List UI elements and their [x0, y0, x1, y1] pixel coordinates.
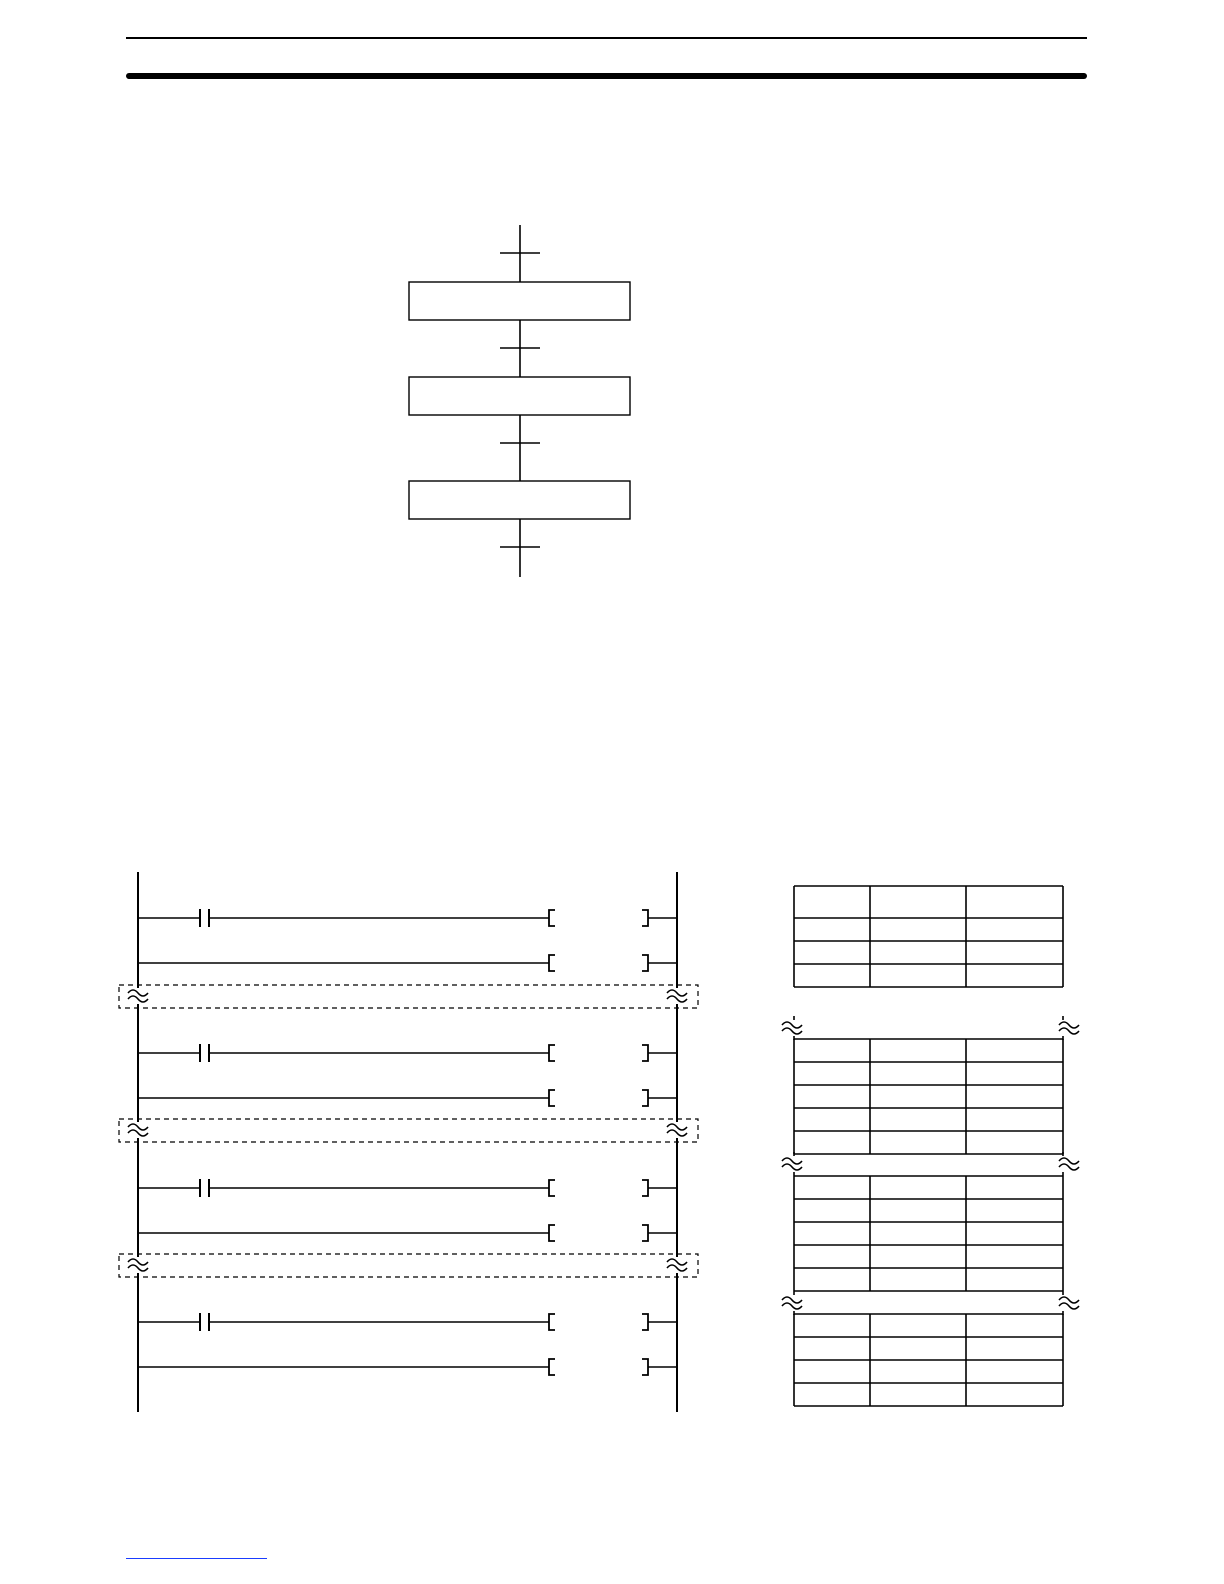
footer-link-underline[interactable] [126, 1558, 267, 1559]
